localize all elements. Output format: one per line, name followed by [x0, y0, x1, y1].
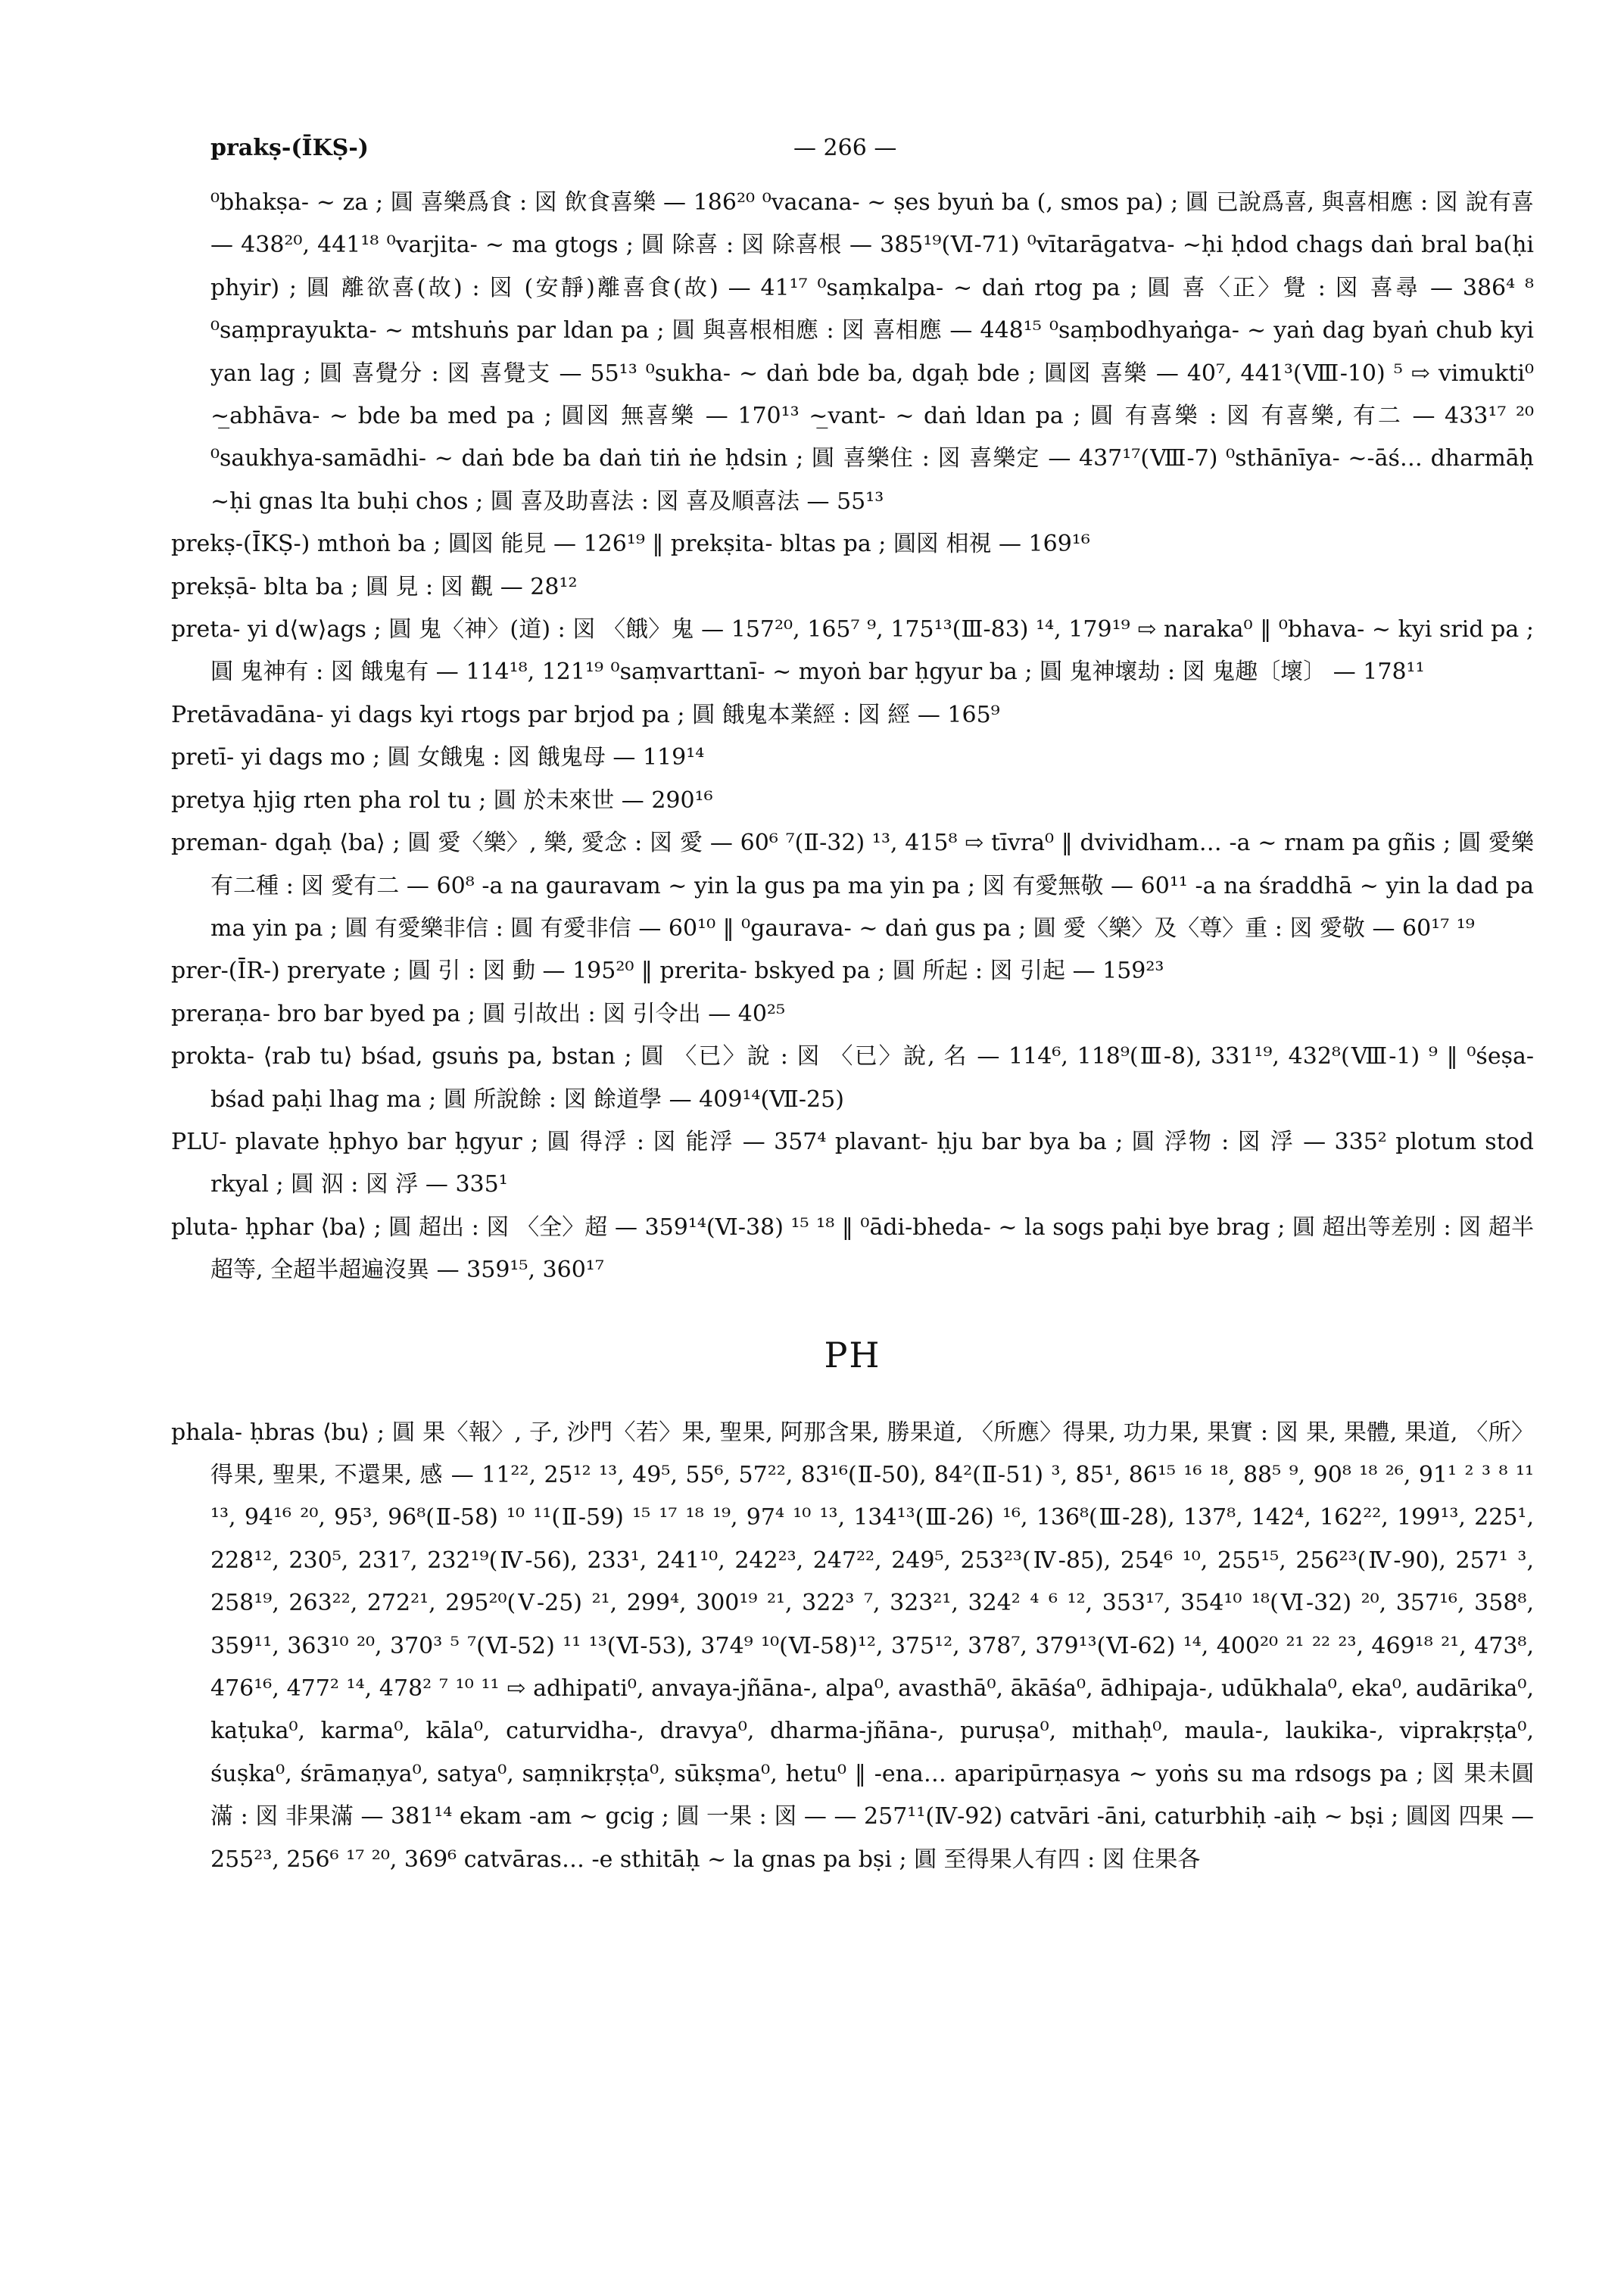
entry-pretya: pretya ḥjig rten pha rol tu ; 圓 於未來世 — 290¹⁶ — [171, 787, 713, 814]
entry-bhaksa-continued: ⁰bhakṣa- ~ za ; 圓 喜樂爲食 : 図 飲食喜樂 — 186²⁰ ⁰vacana- ~ ṣes byuṅ ba (, smos pa) ; 圓 已說爲喜, 與喜相應 : 図 說有喜 — 438²⁰, 441¹⁸ ⁰varjita- ~ ma gtogs ; 圓 除喜 : 図 除喜根 — 385¹⁹(Ⅵ-71) ⁰vītarāgatva- ~ḥi ḥdod chags daṅ bral ba(ḥi phyir) ; 圓 離欲喜(故) : 図 (安靜)離喜食(故) — 41¹⁷ ⁰saṃkalpa- ~ daṅ rtog pa ; 圓 喜〈正〉覺 : 図 喜尋 — 386⁴ ⁸ ⁰saṃprayukta- ~ mtshuṅs par ldan pa ; 圓 與喜根相應 : 図 喜相應 — 448¹⁵ ⁰saṃbodhyaṅga- ~ yaṅ dag byaṅ chub kyi yan lag ; 圓 喜覺分 : 図 喜覺支 — 55¹³ ⁰sukha- ~ daṅ bde ba, dgaḥ bde ; 圓図 喜樂 — 40⁷, 441³(Ⅷ-10) ⁵ ⇨ vimukti⁰ ~̲abhāva- ~ bde ba med pa ; 圓図 無喜樂 — 170¹³ ~̲vant- ~ daṅ ldan pa ; 圓 有喜樂 : 図 有喜樂, 有二 — 433¹⁷ ²⁰ ⁰saukhya-samādhi- ~ daṅ bde ba daṅ tiṅ ṅe ḥdsin ; 圓 喜樂住 : 図 喜樂定 — 437¹⁷(Ⅷ-7) ⁰sthānīya- ~-āś… dharmāḥ ~ḥi gnas lta buḥi chos ; 圓 喜及助喜法 : 図 喜及順喜法 — 55¹³ — [210, 189, 1534, 515]
entry-plu: PLU- plavate ḥphyo bar ḥgyur ; 圓 得浮 : 図 能浮 — 357⁴ plavant- ḥju bar bya ba ; 圓 浮物 : 図 浮 — 335² plotum stod rkyal ; 圓 泅 : 図 浮 — 335¹ — [171, 1128, 1534, 1198]
running-head: prakṣ-(ĪKṢ-) — [210, 135, 369, 161]
entry-preks: prekṣ-(ĪKṢ-) mthoṅ ba ; 圓図 能見 — 126¹⁹ ‖ prekṣita- bltas pa ; 圓図 相視 — 169¹⁶ — [171, 531, 1090, 558]
page-header — [210, 135, 1498, 173]
entry-prokta: prokta- ⟨rab tu⟩ bśad, gsuṅs pa, bstan ; 圓 〈已〉說 : 図 〈已〉說, 名 — 114⁶, 118⁹(Ⅲ-8), 331¹⁹, 432⁸(Ⅷ-1) ⁹ ‖ ⁰śeṣa- bśad paḥi lhag ma ; 圓 所說餘 : 図 餘道學 — 409¹⁴(Ⅶ-25) — [171, 1043, 1534, 1113]
entry-pluta: pluta- ḥphar ⟨ba⟩ ; 圓 超出 : 図 〈全〉超 — 359¹⁴(Ⅵ-38) ¹⁵ ¹⁸ ‖ ⁰ādi-bheda- ~ la sogs paḥi bye brag ; 圓 超出等差別 : 図 超半超等, 全超半超遍沒異 — 359¹⁵, 360¹⁷ — [171, 1213, 1534, 1284]
page-number: — 266 — — [793, 135, 897, 161]
entry-preman: preman- dgaḥ ⟨ba⟩ ; 圓 愛〈樂〉, 樂, 愛念 : 図 愛 — 60⁶ ⁷(Ⅱ-32) ¹³, 415⁸ ⇨ tīvra⁰ ‖ dvividham… -a ~ rnam pa gñis ; 圓 愛樂有二種 : 図 愛有二 — 60⁸ -a na gauravam ~ yin la gus pa ma yin pa ; 図 有愛無敬 — 60¹¹ -a na śraddhā ~ yin la dad pa ma yin pa ; 圓 有愛樂非信 : 圓 有愛非信 — 60¹⁰ ‖ ⁰gaurava- ~ daṅ gus pa ; 圓 愛〈樂〉及〈尊〉重 : 図 愛敬 — 60¹⁷ ¹⁹ — [171, 830, 1534, 942]
entry-preta: preta- yi d⟨w⟩ags ; 圓 鬼〈神〉(道) : 図 〈餓〉鬼 — 157²⁰, 165⁷ ⁹, 175¹³(Ⅲ-83) ¹⁴, 179¹⁹ ⇨ naraka⁰ ‖ ⁰bhava- ~ kyi srid pa ; 圓 鬼神有 : 図 餓鬼有 — 114¹⁸, 121¹⁹ ⁰saṃvarttanī- ~ myoṅ bar ḥgyur ba ; 圓 鬼神壞劫 : 図 鬼趣〔壞〕 — 178¹¹ — [171, 616, 1534, 686]
entry-phala: phala- ḥbras ⟨bu⟩ ; 圓 果〈報〉, 子, 沙門〈若〉果, 聖果, 阿那含果, 勝果道, 〈所應〉得果, 功力果, 果實 : 図 果, 果體, 果道, 〈所〉得果, 聖果, 不還果, 感 — 11²², 25¹² ¹³, 49⁵, 55⁶, 57²², 83¹⁶(Ⅱ-50), 84²(Ⅱ-51) ³, 85¹, 86¹⁵ ¹⁶ ¹⁸, 88⁵ ⁹, 90⁸ ¹⁸ ²⁶, 91¹ ² ³ ⁸ ¹¹ ¹³, 94¹⁶ ²⁰, 95³, 96⁸(Ⅱ-58) ¹⁰ ¹¹(Ⅱ-59) ¹⁵ ¹⁷ ¹⁸ ¹⁹, 97⁴ ¹⁰ ¹³, 134¹³(Ⅲ-26) ¹⁶, 136⁸(Ⅲ-28), 137⁸, 142⁴, 162²², 199¹³, 225¹, 228¹², 230⁵, 231⁷, 232¹⁹(Ⅳ-56), 233¹, 241¹⁰, 242²³, 247²², 249⁵, 253²³(Ⅳ-85), 254⁶ ¹⁰, 255¹⁵, 256²³(Ⅳ-90), 257¹ ³, 258¹⁹, 263²², 272²¹, 295²⁰(Ⅴ-25) ²¹, 299⁴, 300¹⁹ ²¹, 322³ ⁷, 323²¹, 324² ⁴ ⁶ ¹², 353¹⁷, 354¹⁰ ¹⁸(Ⅵ-32) ²⁰, 357¹⁶, 358⁸, 359¹¹, 363¹⁰ ²⁰, 370³ ⁵ ⁷(Ⅵ-52) ¹¹ ¹³(Ⅵ-53), 374⁹ ¹⁰(Ⅵ-58)¹², 375¹², 378⁷, 379¹³(Ⅵ-62) ¹⁴, 400²⁰ ²¹ ²² ²³, 469¹⁸ ²¹, 473⁸, 476¹⁶, 477² ¹⁴, 478² ⁷ ¹⁰ ¹¹ ⇨ adhipati⁰, anvaya-jñāna-, alpa⁰, avasthā⁰, ākāśa⁰, ādhipaja-, udūkhala⁰, eka⁰, audārika⁰, kaṭuka⁰, karma⁰, kāla⁰, caturvidha-, dravya⁰, dharma-jñāna-, puruṣa⁰, mithaḥ⁰, maula-, laukika-, viprakṛṣṭa⁰, śuṣka⁰, śrāmaṇya⁰, satya⁰, saṃnikṛṣṭa⁰, sūkṣma⁰, hetu⁰ ‖ -ena… aparipūrṇasya ~ yoṅs su ma rdsogs pa ; 図 果未圓滿 : 図 非果滿 — 381¹⁴ ekam -am ~ gcig ; 圓 一果 : 図 — — 257¹¹(Ⅳ-92) catvāri -āni, caturbhiḥ -aiḥ ~ bṣi ; 圓図 四果 — 255²³, 256⁶ ¹⁷ ²⁰, 369⁶ catvāras… -e sthitāḥ ~ la gnas pa bṣi ; 圓 至得果人有四 : 図 住果各 — [171, 1419, 1534, 1873]
entry-preksa: prekṣā- blta ba ; 圓 見 : 図 觀 — 28¹² — [171, 573, 578, 600]
entry-pretavadana: Pretāvadāna- yi dags kyi rtogs par brjod pa ; 圓 餓鬼本業經 : 図 經 — 165⁹ — [171, 701, 1000, 728]
entry-preti: pretī- yi dags mo ; 圓 女餓鬼 : 図 餓鬼母 — 119¹⁴ — [171, 744, 705, 771]
dictionary-body — [171, 182, 1534, 1881]
entry-prer: prer-(ĪR-) preryate ; 圓 引 : 図 動 — 195²⁰ ‖ prerita- bskyed pa ; 圓 所起 : 図 引起 — 159²³ — [171, 958, 1164, 985]
section-heading-ph: PH — [824, 1334, 881, 1375]
entry-prerana: preraṇa- bro bar byed pa ; 圓 引故出 : 図 引令出 — 40²⁵ — [171, 1000, 785, 1027]
